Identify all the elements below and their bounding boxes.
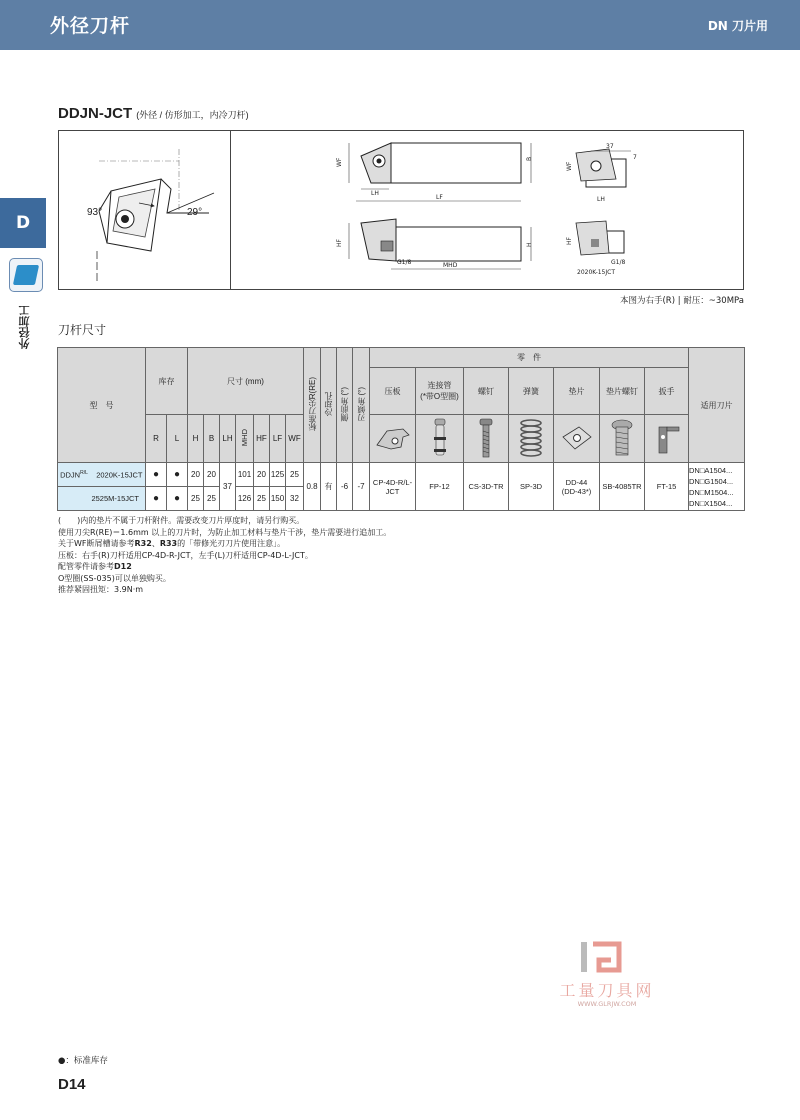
dim-mhd: MHD: [443, 262, 458, 269]
note-2: 使用刀尖R(RE)＝1.6mm 以上的刀片时，为防止加工材料与垫片干涉，垫片需要进行追加工。: [58, 527, 392, 537]
dim-h: H: [526, 242, 533, 247]
sub-r: R: [146, 415, 167, 463]
col-model: 型 号: [58, 348, 146, 463]
note-1: ( )内的垫片不属于刀杆附件。需要改变刀片厚度时，请另行购买。: [58, 516, 305, 525]
drawing-note: 本图为右手(R) | 耐压：~30MPa: [619, 296, 744, 306]
sub-h: H: [188, 415, 204, 463]
dim-hf-small: HF: [566, 237, 573, 245]
col-clamp: 压板: [370, 368, 416, 415]
insert-angle-drawing: [59, 131, 231, 289]
watermark: [537, 940, 677, 1012]
dim-g18-small: G1/8: [611, 259, 626, 266]
page-number: D14: [58, 1076, 86, 1093]
notes: [58, 515, 391, 596]
dim-hf: HF: [336, 239, 343, 247]
side-section-label: 外径加工: [18, 305, 31, 349]
product-title: [58, 105, 249, 122]
spring-icon: [517, 417, 545, 459]
shim-screw-icon: [609, 417, 635, 459]
dim-g18: G1/8: [397, 259, 412, 266]
product-subtitle: (外径 / 仿形加工，内冷刀杆): [136, 110, 249, 120]
holder-views-svg: [231, 131, 743, 289]
spring-image: [509, 415, 554, 463]
note-4: 压板：右手(R)刀杆适用CP-4D-R-JCT，左手(L)刀杆适用CP-4D-L-JCT。: [58, 550, 313, 560]
col-coolant: 冷却孔: [321, 348, 337, 463]
wrench-icon: [651, 417, 683, 459]
model-cell: $DDJN^{R/L}$ 2020K-15JCT: [58, 463, 146, 487]
technical-drawing: [58, 130, 744, 290]
insert-angle-svg: [59, 131, 231, 289]
section-title: 刀杆尺寸: [58, 323, 107, 337]
note-6: O型圈(SS-035)可以单独购买。: [58, 573, 171, 583]
page-title: 外径刀杆: [50, 15, 131, 37]
watermark-logo-icon: [579, 940, 627, 976]
shim-icon: [559, 423, 595, 453]
col-side-angle: 侧前角 (°): [337, 348, 353, 463]
section-tab-d[interactable]: D: [0, 198, 46, 248]
col-stock: 库存: [146, 348, 188, 415]
col-connector: 连接管 (*带O型圈): [416, 368, 464, 415]
col-shim: 垫片: [554, 368, 600, 415]
dim-lf: LF: [436, 194, 443, 201]
shim-screw-image: [600, 415, 645, 463]
product-code: DDJN-JCT: [58, 105, 133, 122]
note-3: 关于WF断屑槽请参考R32、R33的「带修光刃刀片使用注意」。: [58, 539, 286, 548]
col-re: 标准刀尖R(RE): [304, 348, 321, 463]
col-parts: 零 件: [370, 348, 689, 368]
model-cell: 2525M-15JCT: [58, 487, 146, 511]
clamp-icon: [373, 423, 413, 453]
col-applicable: 适用刀片: [689, 348, 745, 463]
watermark-text: 工量刀具网: [559, 981, 655, 1000]
angle-29-label: 29°: [187, 207, 203, 218]
shim-image: [554, 415, 600, 463]
screw-icon: [477, 417, 495, 459]
wrench-image: [645, 415, 689, 463]
sub-b: B: [204, 415, 220, 463]
table-row[interactable]: $DDJN^{R/L}$ 2020K-15JCT ● ● 20 20 37 101 20 125 25 0.8 有 -6 -7 CP-4D-R/L-JCT FP-12 CS-3D-TR SP-3D DD-44 (DD-43*) SB-4085TR FT-15 DN□A1504... DN□G1504... DN□M1504... DN□X1504...: [58, 463, 745, 487]
spec-table: [57, 347, 745, 511]
dim-lh-small: LH: [597, 196, 605, 203]
sub-l: L: [167, 415, 188, 463]
dim-7: 7: [633, 154, 637, 161]
screw-image: [464, 415, 509, 463]
sub-lh: LH: [220, 415, 236, 463]
dim-wf-small: WF: [566, 161, 573, 171]
note-5: 配管零件请参考D12: [58, 562, 132, 571]
clamp-image: [370, 415, 416, 463]
dim-37: 37: [606, 143, 614, 150]
turning-icon: [9, 258, 43, 292]
col-incl-angle: 刃倾角 (°): [353, 348, 370, 463]
sub-mhd: MHD: [236, 415, 254, 463]
sub-wf: WF: [286, 415, 304, 463]
note-7: 推荐紧固扭矩：3.9N·m: [58, 585, 144, 594]
category-label: DN 刀片用: [707, 19, 768, 33]
example-model-label: 2020K-15JCT: [577, 269, 615, 276]
dim-lh: LH: [371, 190, 379, 197]
col-screw: 螺钉: [464, 368, 509, 415]
connector-image: [416, 415, 464, 463]
angle-93-label: 93°: [87, 207, 103, 218]
col-shim-screw: 垫片螺钉: [600, 368, 645, 415]
sub-lf: LF: [270, 415, 286, 463]
col-spring: 弹簧: [509, 368, 554, 415]
watermark-url: WWW.GLRJW.COM: [577, 1000, 637, 1008]
table-row[interactable]: 2525M-15JCT ● ● 25 25 126 25 150 32: [58, 487, 745, 511]
connector-icon: [430, 417, 450, 459]
dim-b: B: [526, 156, 533, 161]
sub-hf: HF: [254, 415, 270, 463]
col-wrench: 扳手: [645, 368, 689, 415]
col-dimensions: 尺寸 (mm): [188, 348, 304, 415]
dim-wf: WF: [336, 157, 343, 167]
legend: ●：标准库存: [58, 1056, 108, 1066]
